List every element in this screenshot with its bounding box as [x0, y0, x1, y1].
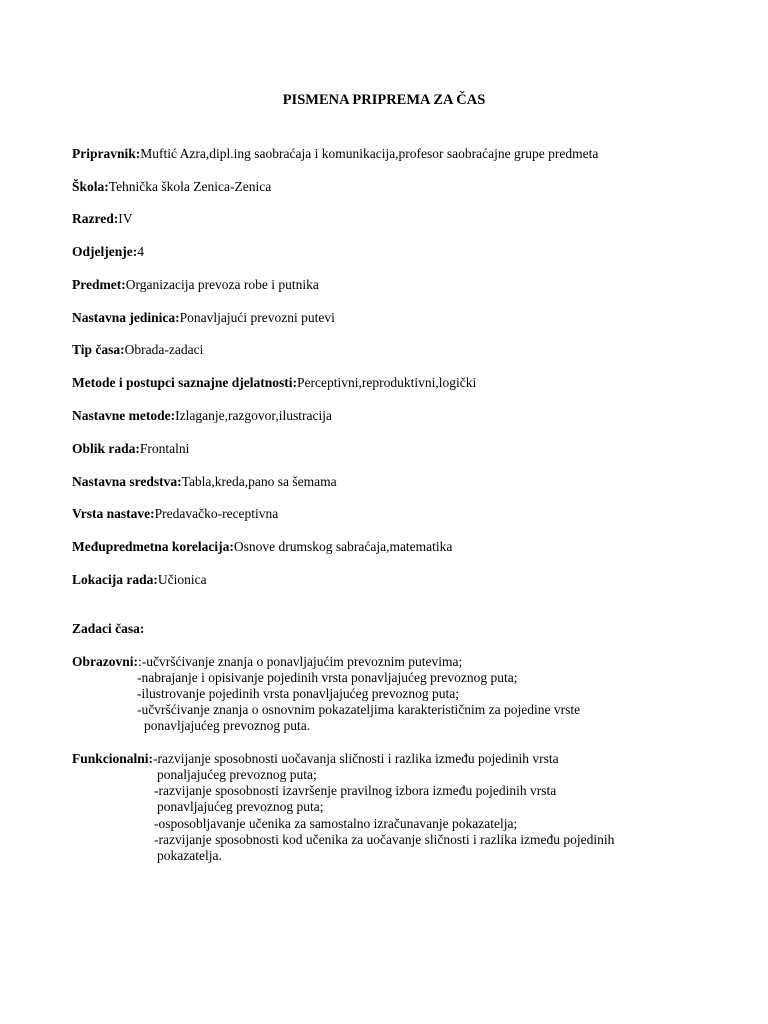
field-value: 4 — [137, 244, 144, 259]
field-vrsta-nastave — [72, 506, 278, 522]
funkcionalni-line: ponaljajućeg prevoznog puta; — [157, 767, 317, 782]
field-nastavna-sredstva — [72, 474, 337, 490]
field-label: Oblik rada: — [72, 441, 140, 456]
field-razred — [72, 211, 133, 227]
field-label: Međupredmetna korelacija: — [72, 539, 234, 554]
field-label: Tip časa: — [72, 342, 125, 357]
field-label: Nastavne metode: — [72, 408, 176, 423]
obrazovni-line: -ilustrovanje pojedinih vrsta ponavljajućeg prevoznog puta; — [137, 686, 460, 701]
field-label: Škola: — [72, 179, 109, 194]
funkcionalni-label: Funkcionalni: — [72, 751, 154, 766]
field-label: Vrsta nastave: — [72, 506, 155, 521]
field-label: Odjeljenje: — [72, 244, 138, 259]
field-label: Lokacija rada: — [72, 572, 158, 587]
field-tip-casa — [72, 342, 203, 358]
field-metode-postupci — [72, 375, 476, 391]
field-value: Ponavljajući prevozni putevi — [179, 310, 335, 325]
field-pripravnik — [72, 146, 598, 162]
funkcionalni-line: pokazatelja. — [157, 848, 222, 863]
field-value: Učionica — [157, 572, 207, 587]
field-value: Predavačko-receptivna — [154, 506, 279, 521]
obrazovni-line: -nabrajanje i opisivanje pojedinih vrsta ponavljajućeg prevoznog puta; — [137, 670, 518, 685]
obrazovni-label: Obrazovni: — [72, 654, 138, 669]
obrazovni-line: ponavljajućeg prevoznog puta. — [144, 718, 311, 733]
field-value: Tabla,kreda,pano sa šemama — [181, 474, 337, 489]
field-value: IV — [118, 211, 133, 226]
field-value: Izlaganje,razgovor,ilustracija — [175, 408, 332, 423]
funkcionalni-line: -razvijanje sposobnosti kod učenika za uočavanje sličnosti i razlika između pojedinih — [154, 832, 615, 847]
field-predmet — [72, 277, 319, 293]
field-value: Obrada-zadaci — [124, 342, 204, 357]
field-label: Metode i postupci saznajne djelatnosti: — [72, 375, 297, 390]
funkcionalni-line: ponavljajućeg prevoznog puta; — [157, 799, 324, 814]
field-label: Razred: — [72, 211, 119, 226]
field-label: Pripravnik: — [72, 146, 141, 161]
field-odjeljenje — [72, 244, 144, 260]
obrazovni-line: -učvršćivanje znanja o osnovnim pokazateljima karakterističnim za pojedine vrste — [137, 702, 581, 717]
field-oblik-rada — [72, 441, 189, 457]
field-medjupredmetna-korelacija — [72, 539, 452, 555]
field-value: Frontalni — [139, 441, 190, 456]
funkcionalni-line — [72, 751, 559, 767]
funkcionalni-line: -osposobljavanje učenika za samostalno izračunavanje pokazatelja; — [154, 816, 518, 831]
obrazovni-line — [72, 654, 462, 670]
field-value: Tehnička škola Zenica-Zenica — [108, 179, 272, 194]
obrazovni-text: :-učvršćivanje znanja o ponavljajućim prevoznim putevima; — [138, 654, 463, 669]
field-nastavna-jedinica — [72, 310, 335, 326]
field-skola — [72, 179, 271, 195]
field-label: Nastavna sredstva: — [72, 474, 182, 489]
funkcionalni-line: -razvijanje sposobnosti izavršenje pravilnog izbora između pojedinih vrsta — [154, 783, 557, 798]
field-value: Muftić Azra,dipl.ing saobraćaja i komunikacija,profesor saobraćajne grupe predmeta — [140, 146, 599, 161]
document-title: PISMENA PRIPREMA ZA ČAS — [282, 92, 486, 108]
field-label: Nastavna jedinica: — [72, 310, 180, 325]
funkcionalni-text: -razvijanje sposobnosti uočavanja sličnosti i razlika između pojedinih vrsta — [153, 751, 559, 766]
field-nastavne-metode — [72, 408, 332, 424]
field-lokacija-rada — [72, 572, 207, 588]
field-label: Predmet: — [72, 277, 126, 292]
tasks-heading: Zadaci časa: — [72, 621, 145, 636]
field-value: Osnove drumskog sabraćaja,matematika — [233, 539, 453, 554]
field-value: Perceptivni,reproduktivni,logički — [297, 375, 477, 390]
field-value: Organizacija prevoza robe i putnika — [125, 277, 319, 292]
